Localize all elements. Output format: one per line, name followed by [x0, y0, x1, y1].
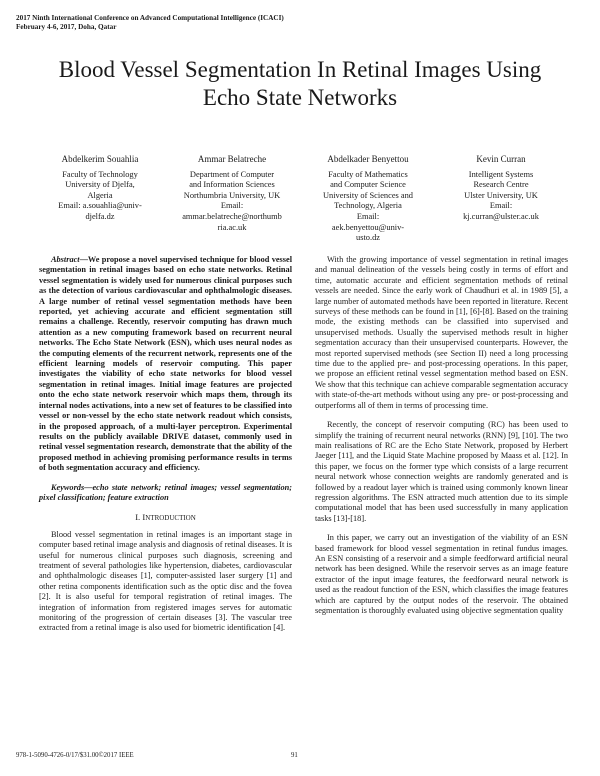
left-column — [39, 255, 292, 643]
author-name: Abdelkerim Souahlia — [61, 154, 139, 164]
author-affiliation-line: Email: — [489, 201, 513, 211]
author-affiliation-line: University of Djelfa, — [65, 180, 135, 190]
author-name: Ammar Belatreche — [197, 154, 267, 164]
keywords: Keywords—echo state network; retinal images; vessel segmentation; pixel classification; feature extraction — [39, 482, 292, 502]
author-affiliation-line: Email: — [356, 211, 380, 221]
intro-paragraph-2: With the growing importance of vessel segmentation in retinal images and manual delineation of the vessels being costly in terms of effort and time, automatic accurate and efficient segmentation methods of retinal vessels are needed. Since the early work of Chaudhuri et al. in 1989 [5], a large number of automated methods have been reported in literature. Recent surveys of these methods can be found in [1], [6]-[8]. Based on the training mode, the existing methods can be classified into supervised and unsupervised methods. Usually the supervised methods result in higher segmentation accuracy than their unsupervised counterparts. However, the most reported supervised methods (see Section II) need a long processing time due to the applied pre- and post-processing operations. In this paper, we propose an efficient retinal vessel segmentation method based on ESN. We show that this technique can achieve comparable segmentation accuracy with state-of-the-art methods without using any pre- or post-processing and outperforms all of them in terms of processing time. — [315, 255, 568, 410]
author-name: Kevin Curran — [476, 154, 526, 164]
author-affiliation-line: Technology, Algeria — [334, 201, 402, 211]
section-heading-introduction — [39, 512, 292, 523]
abstract — [39, 255, 292, 474]
right-column — [315, 255, 568, 625]
abstract-text: —We propose a novel supervised technique for blood vessel segmentation in retinal images based on echo state networks. Retinal vessel segmentation is widely used for numerous clinical purposes such as the detection of various cardiovascular and ophthalmologic diseases. A large number of retinal vessel segmentation methods have been reported, yet achieving accurate and efficient segmentation still remains a challenge. Recently, reservoir computing has drawn much attention as a new computing framework based on recurrent neural networks. The Echo State Network (ESN), which uses neural nodes as the computing elements of the recurrent network, represents one of the efficient learning models of reservoir computing. This paper investigates the viability of echo state networks for blood vessel segmentation in retinal images. Initial image features are projected onto the echo state network reservoir which maps them, through its internal nodes activations, into a new set of features to be classified into vessel or non-vessel by the echo state network readout which consists, in the proposed approach, of a multi-layer perceptron. Experimental results on the publicly available DRIVE dataset, commonly used in retinal vessel segmentation research, demonstrate that the ability of the proposed method in achieving promising performance results in terms of both segmentation accuracy and efficiency. — [39, 255, 292, 473]
author-affiliation-line: Northumbria University, UK — [183, 190, 281, 200]
author-affiliation-line: Faculty of Technology — [62, 169, 138, 179]
author-affiliation-line: usto.dz — [356, 233, 380, 243]
author-affiliation-line: Intelligent Systems — [468, 169, 534, 179]
conference-name: 2017 Ninth International Conference on Advanced Computational Intelligence (ICACI) — [16, 14, 284, 22]
section-title-rest: NTRODUCTION — [145, 514, 196, 523]
intro-paragraph-3: Recently, the concept of reservoir computing (RC) has been used to simplify the training of recurrent neural networks (RNN) [9], [10]. The two main realisations of RC are the Echo State Network, proposed by Herbert Jaeger [11], and the Liquid State Machine proposed by Maass et al. [12]. In this paper, we focus on the former type which consists of a large recurrent neural network whose connection weights are randomly generated and is followed by a readout layer which is trained using commonly known linear regression algorithms. The ESN attracted much attention due to its simple computational model that has been used successfully in many application tasks [13]-[18]. — [315, 420, 568, 523]
author-affiliation-line: kj.curran@ulster.ac.uk — [463, 211, 539, 221]
author-2 — [168, 154, 296, 233]
section-first-letter: I — [142, 512, 146, 523]
author-affiliation-line: Faculty of Mathematics — [328, 169, 408, 179]
section-numeral: I. — [135, 512, 141, 523]
author-affiliation-line: djelfa.dz — [85, 211, 115, 221]
abstract-label: Abstract — [51, 255, 80, 264]
author-affiliation-line: Department of Computer — [189, 169, 275, 179]
title-line-2: Echo State Networks — [202, 85, 398, 110]
author-affiliation-line: aek.benyettou@univ- — [331, 222, 405, 232]
author-affiliation-line: Email: — [220, 201, 244, 211]
intro-paragraph-4: In this paper, we carry out an investigation of the viability of an ESN based framework for blood vessel segmentation in retinal fundus images. An ESN consisting of a reservoir and a simple feedforward artificial neural network has been designed. While the reservoir serves as an image feature extractor of the input image features, the feedforward neural network is used as the readout function of the ESN, which classifies the image features which are captured by the output nodes of the reservoir. The obtained segmentation is thoroughly evaluated using objective segmentation quality — [315, 533, 568, 615]
author-affiliation-line: ammar.belatreche@northumb — [182, 211, 282, 221]
author-affiliation-line: Research Centre — [473, 180, 529, 190]
author-name: Abdelkader Benyettou — [327, 154, 409, 164]
author-3 — [306, 154, 430, 244]
footer-page-number: 91 — [291, 752, 298, 759]
footer-copyright: 978-1-5090-4726-0/17/$31.00©2017 IEEE — [16, 752, 134, 759]
author-affiliation-line: and Information Sciences — [189, 180, 275, 190]
author-1 — [40, 154, 160, 223]
author-affiliation-line: Algeria — [87, 190, 113, 200]
paper-title — [30, 56, 570, 112]
intro-paragraph-1: Blood vessel segmentation in retinal images is an important stage in computer based retinal image analysis and diagnosis of retinal diseases. It is useful for numerous clinical purposes such diagnosis, screening and treatment of several pathologies like hypertension, diabetes, cardiovascular and ophthalmologic diseases [1], computer-assisted laser surgery [1] and other retina components identification such as the optic disc and the fovea [2]. It is also useful for temporal registration of retinal images. The integration of information from registered images serves for automatic monitoring of the progression of certain diseases [3]. The vascular tree extracted from a retinal image is also used for biometric identification [4]. — [39, 529, 292, 633]
conference-header — [16, 14, 284, 32]
author-affiliation-line: University of Sciences and — [322, 190, 413, 200]
author-affiliation-line: Email: a.souahlia@univ- — [58, 201, 142, 211]
author-affiliation-line: ria.ac.uk — [217, 222, 247, 232]
title-line-1: Blood Vessel Segmentation In Retinal Images Using — [58, 57, 542, 82]
author-affiliation-line: and Computer Science — [330, 180, 406, 190]
author-4 — [446, 154, 556, 223]
conference-date: February 4-6, 2017, Doha, Qatar — [16, 23, 117, 31]
author-affiliation-line: Ulster University, UK — [464, 190, 538, 200]
